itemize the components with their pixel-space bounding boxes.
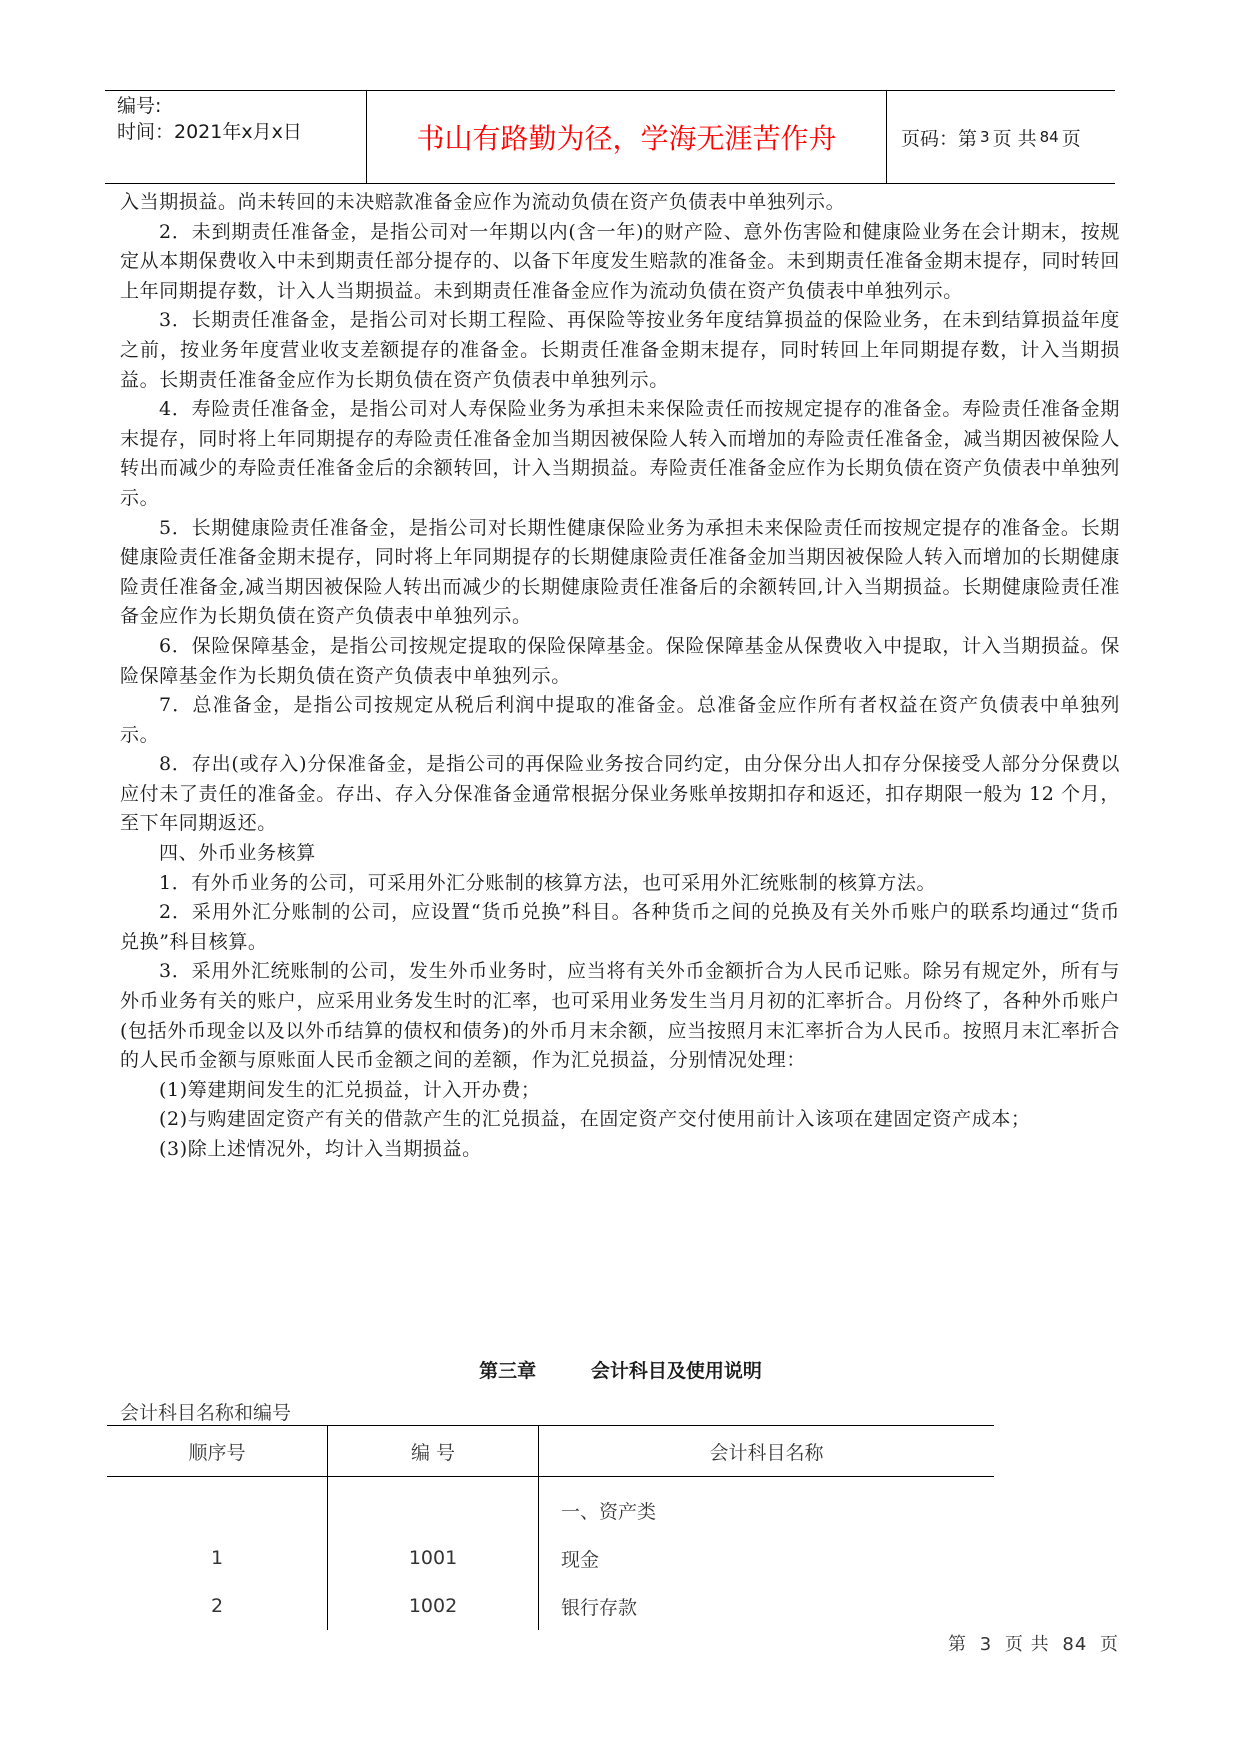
cell-sequence: 1 xyxy=(210,1547,224,1569)
table-row xyxy=(107,1582,994,1630)
cell-sequence xyxy=(107,1477,328,1535)
cell-code xyxy=(328,1477,539,1535)
cell-account-name: 银行存款 xyxy=(539,1582,995,1630)
cell-sequence: 2 xyxy=(210,1595,224,1617)
page-current: 3 xyxy=(980,128,990,146)
paragraph: 入当期损益。尚未转回的未决赔款准备金应作为流动负债在资产负债表中单独列示。 xyxy=(120,191,846,213)
paragraph: 8．存出(或存入)分保准备金，是指公司的再保险业务按合同约定，由分保分出人扣存分保接受人部分分保费以应付未了责任的准备金。存出、存入分保准备金通常根据分保业务账单按期扣存和返还，扣存期限一般为 12 个月，至下年同期返还。 xyxy=(120,753,1120,835)
column-header-code: 编 号 xyxy=(328,1426,539,1477)
page-prefix: 页码：第 xyxy=(901,127,978,150)
paragraph: 1．有外币业务的公司，可采用外汇分账制的核算方法，也可采用外汇统账制的核算方法。 xyxy=(159,871,937,894)
column-header-account-name: 会计科目名称 xyxy=(539,1426,995,1477)
footer-total: 84 xyxy=(1062,1634,1088,1655)
page-footer xyxy=(948,1630,1125,1656)
page-total: 84 xyxy=(1039,128,1059,146)
footer-suffix: 页 xyxy=(1100,1634,1120,1655)
paragraph: 6．保险保障基金，是指公司按规定提取的保险保障基金。保险保障基金从保费收入中提取，计入当期损益。保险保障基金作为长期负债在资产负债表中单独列示。 xyxy=(120,634,1120,687)
header-motto: 书山有路勤为径，学海无涯苦作舟 xyxy=(367,91,887,183)
chapter-name: 会计科目及使用说明 xyxy=(590,1360,762,1382)
page-mid: 页 共 xyxy=(992,127,1037,150)
list-item: (3)除上述情况外，均计入当期损益。 xyxy=(159,1138,482,1160)
footer-mid: 页 共 xyxy=(1004,1634,1050,1655)
body-text xyxy=(120,188,1120,1165)
table-header-row xyxy=(107,1426,994,1477)
cell-account-name: 现金 xyxy=(539,1534,995,1582)
header-page-info xyxy=(887,91,1115,183)
header-meta xyxy=(105,91,367,183)
paragraph: 3．采用外汇统账制的公司，发生外币业务时，应当将有关外币金额折合为人民币记账。除另有规定外，所有与外币业务有关的账户，应采用业务发生时的汇率，也可采用业务发生当月月初的汇率折合。月份终了，各种外币账户(包括外币现金以及以外币结算的债权和债务)的外币月末余额，应当按照月末汇率折合为人民币。按照月末汇率折合的人民币金额与原账面人民币金额之间的差额，作为汇兑损益，分别情况处理： xyxy=(120,960,1120,1072)
footer-current: 3 xyxy=(979,1634,993,1655)
paragraph: 2．未到期责任准备金，是指公司对一年期以内(含一年)的财产险、意外伤害险和健康险业务在会计期末，按规定从本期保费收入中未到期责任部分提存的、以备下年度发生赔款的准备金。未到期责任准备金期末提存，同时转回上年同期提存数，计入人当期损益。未到期责任准备金应作为流动负债在资产负债表中单独列示。 xyxy=(120,220,1120,302)
column-header-sequence: 顺序号 xyxy=(107,1426,328,1477)
chapter-title xyxy=(0,1356,1241,1383)
time-label: 时间：2021年x月x日 xyxy=(117,121,302,143)
list-item: (1)筹建期间发生的汇兑损益，计入开办费； xyxy=(159,1078,541,1101)
list-item: (2)与购建固定资产有关的借款产生的汇兑损益，在固定资产交付使用前计入该项在建固定资产成本； xyxy=(159,1108,1031,1131)
paragraph: 3．长期责任准备金，是指公司对长期工程险、再保险等按业务年度结算损益的保险业务，在未到结算损益年度之前，按业务年度营业收支差额提存的准备金。长期责任准备金期末提存，同时转回上年同期提存数，计入当期损益。长期责任准备金应作为长期负债在资产负债表中单独列示。 xyxy=(120,309,1120,391)
page-header xyxy=(105,90,1115,184)
chapter-number: 第三章 xyxy=(479,1360,537,1382)
cell-code: 1002 xyxy=(328,1582,539,1630)
doc-number-label: 编号: xyxy=(117,95,162,117)
paragraph: 5．长期健康险责任准备金，是指公司对长期性健康保险业务为承担未来保险责任而按规定提存的准备金。长期健康险责任准备金期末提存，同时将上年同期提存的长期健康险责任准备金加当期因被保险人转入而增加的长期健康险责任准备金,减当期因被保险人转出而减少的长期健康险责任准备后的余额转回,计入当期损益。长期健康险责任准备金应作为长期负债在资产负债表中单独列示。 xyxy=(120,516,1120,628)
table-caption: 会计科目名称和编号 xyxy=(120,1402,292,1424)
paragraph: 2．采用外汇分账制的公司，应设置“货币兑换”科目。各种货币之间的兑换及有关外币账户的联系均通过“货币兑换”科目核算。 xyxy=(120,901,1120,953)
paragraph: 7．总准备金，是指公司按规定从税后利润中提取的准备金。总准备金应作所有者权益在资产负债表中单独列示。 xyxy=(120,694,1120,746)
cell-code: 1001 xyxy=(328,1534,539,1582)
accounts-table xyxy=(107,1425,994,1630)
table-row xyxy=(107,1534,994,1582)
footer-prefix: 第 xyxy=(948,1634,967,1655)
section-heading: 四、外币业务核算 xyxy=(159,842,316,865)
cell-account-name: 一、资产类 xyxy=(539,1477,995,1535)
table-row xyxy=(107,1477,994,1535)
paragraph: 4．寿险责任准备金，是指公司对人寿保险业务为承担未来保险责任而按规定提存的准备金。寿险责任准备金期末提存，同时将上年同期提存的寿险责任准备金加当期因被保险人转入而增加的寿险责任准备金，减当期因被保险人转出而减少的寿险责任准备金后的余额转回，计入当期损益。寿险责任准备金应作为长期负债在资产负债表中单独列示。 xyxy=(120,398,1120,509)
page-suffix: 页 xyxy=(1061,127,1081,150)
